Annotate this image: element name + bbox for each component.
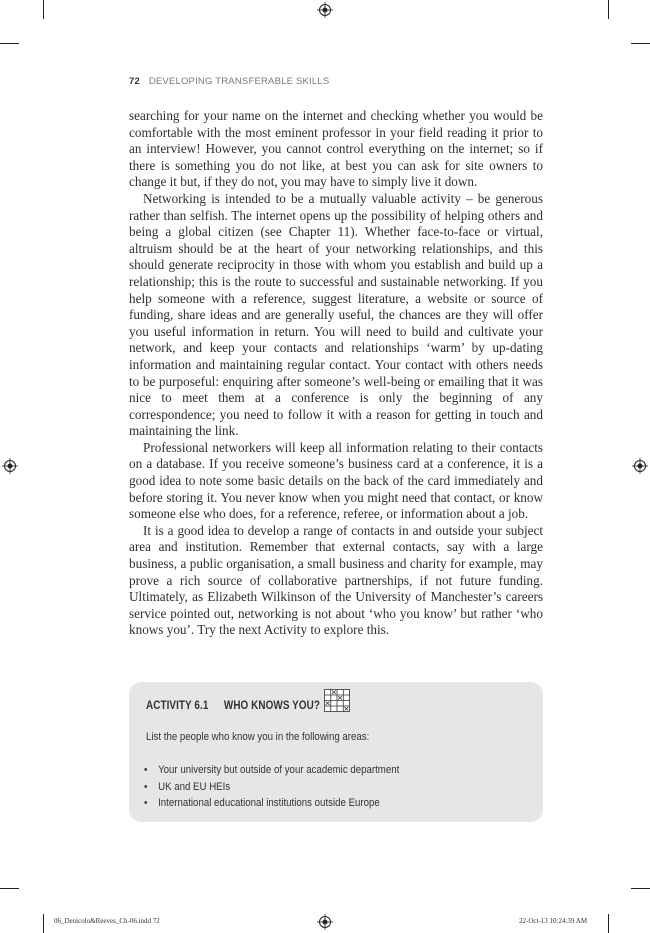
paragraph: Professional networkers will keep all information relating to their contacts on a database. If you receive someone’s business card at a conference, it is a good idea to note some basic details on the back of the card immediately and before storing it. You never know when you might need that contact, or know someone else who does, for a reference, referee, or information about a job.: [129, 439, 543, 522]
activity-list: [144, 762, 434, 812]
running-head: [129, 76, 329, 87]
page-number: 72: [129, 76, 140, 87]
list-item: • UK and EU HEIs: [144, 779, 399, 796]
activity-title: WHO KNOWS YOU?: [223, 700, 320, 712]
slug-file: 06_Denicolo&Reeves_Ch-06.indd 72: [54, 917, 160, 925]
crop-mark: [631, 43, 650, 44]
crop-mark: [608, 0, 609, 19]
paragraph: searching for your name on the internet and checking whether you would be comfortable with the most eminent professor in your field reading it prior to an interview! However, you cannot control everything on the internet; so if there is something you do not like, at best you can ask for site owners to change it but, if they do not, you may have to simply live it down.: [129, 108, 543, 190]
slug-timestamp: 22-Oct-13 10:24:39 AM: [519, 917, 588, 925]
activity-box: [129, 682, 543, 822]
grid-icon: [322, 688, 352, 713]
crop-mark: [631, 888, 650, 889]
crop-mark: [43, 914, 44, 933]
registration-mark-icon: [317, 914, 333, 930]
paragraph: It is a good idea to develop a range of contacts in and outside your subject area and institution. Remember that external contacts, say with a large business, a public organisation, a small business and charity for example, may prove a rich source of collaborative partnerships, if not future funding. Ultimately, as Elizabeth Wilkinson of the University of Manchester’s careers service pointed out, networking is not about ‘who you know’ but rather ‘who knows you’. Try the next Activity to explore this.: [129, 522, 543, 638]
running-head-title: DEVELOPING TRANSFERABLE SKILLS: [148, 76, 330, 87]
paragraph: Networking is intended to be a mutually valuable activity – be generous rather than selfish. The internet opens up the possibility of helping others and being a global citizen (see Chapter 11). Whether face-to-face or virtual, altruism should be at the heart of your networking relationships, and this should generate reciprocity in those with whom you establish and build up a relationship; this is the route to successful and sustainable networking. If you help someone with a reference, suggest literature, a website or source of funding, share ideas and are generally useful, the chances are they will offer you useful information in return. You will need to build and cultivate your network, and keep your contacts and relationships ‘warm’ by up-dating information and maintaining regular contact. Your contact with others needs to be purposeful: enquiring after someone’s well-being or emailing that it was nice to meet them at a conference is only the beginning of any correspondence; you need to follow it with a reason for getting in touch and maintaining the link.: [129, 190, 543, 439]
activity-heading: [146, 696, 320, 716]
body-text: [129, 108, 543, 639]
registration-mark-icon: [2, 458, 18, 474]
activity-intro: List the people who know you in the following areas:: [146, 731, 370, 743]
registration-mark-icon: [632, 458, 648, 474]
crop-mark: [608, 914, 609, 933]
activity-label: ACTIVITY 6.1: [146, 700, 209, 712]
registration-mark-icon: [317, 2, 333, 18]
crop-mark: [0, 888, 19, 889]
list-item: • Your university but outside of your academic department: [144, 762, 399, 779]
crop-mark: [43, 0, 44, 19]
crop-mark: [0, 43, 19, 44]
list-item: • International educational institutions outside Europe: [144, 795, 399, 812]
